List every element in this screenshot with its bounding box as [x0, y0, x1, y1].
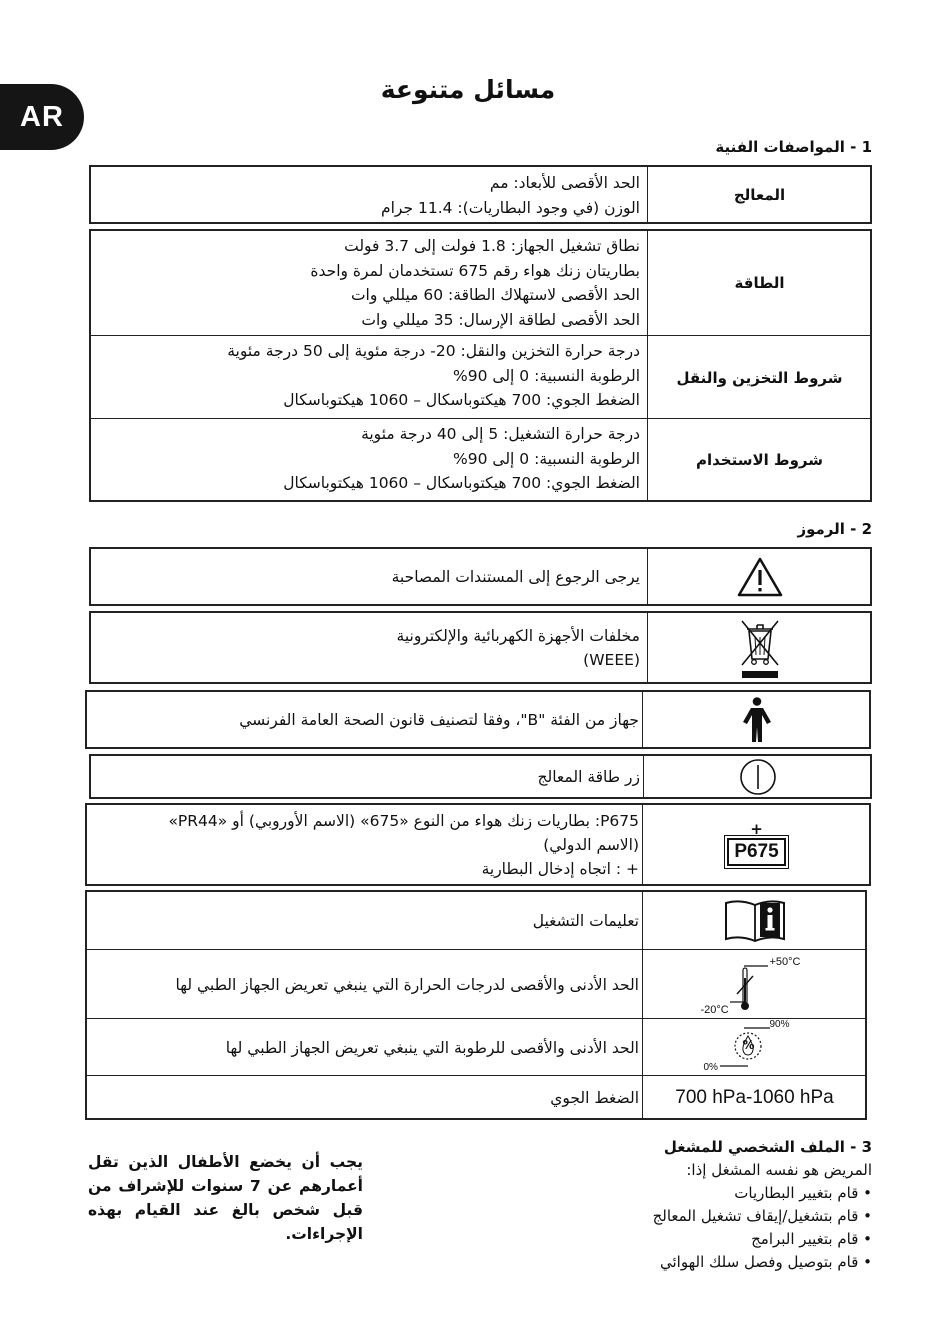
symbol-description: الحد الأدنى والأقصى للرطوبة التي ينبغي تعريض الجهاز الطبي لها [225, 1038, 639, 1057]
list-item: • قام بتغيير البرامج [653, 1228, 872, 1251]
symbol-description: مخلفات الأجهزة الكهربائية والإلكترونية [396, 626, 640, 645]
symbol-description: زر طاقة المعالج [537, 767, 640, 786]
symbol-table-lower [85, 890, 867, 1120]
spec-label-use: شروط الاستخدام [696, 451, 824, 469]
symbol-row-weee [89, 611, 872, 684]
weee-crossed-bin-icon [649, 613, 870, 682]
spec-line: درجة حرارة التخزين والنقل: 20- درجة مئوية إلى 50 درجة مئوية [227, 342, 640, 360]
power-button-icon [645, 756, 870, 797]
symbol-description: P675: بطاريات زنك هواء من النوع «675» (الاسم الأوروبي) أو «PR44» [168, 811, 639, 830]
spec-line: الحد الأقصى لاستهلاك الطاقة: 60 ميللي وات [350, 286, 640, 304]
pressure-range-text: 700 hPa-1060 hPa [675, 1086, 834, 1108]
type-b-person-icon [644, 692, 869, 747]
humidity-limits-icon: % 90% 0% [703, 1018, 790, 1073]
spec-line: الضغط الجوي: 700 هيكتوباسكال – 1060 هيكتوباسكال [283, 474, 640, 492]
symbol-description: تعليمات التشغيل [532, 911, 639, 930]
symbol-description: (الاسم الدولي) [543, 835, 639, 854]
symbol-description: يرجى الرجوع إلى المستندات المصاحبة [391, 567, 640, 586]
spec-label-processor: المعالج [733, 185, 786, 204]
page-title: مسائل متنوعة [380, 75, 556, 104]
list-item: • قام بتشغيل/إيقاف تشغيل المعالج [653, 1205, 872, 1228]
spec-label-power: الطاقة [734, 274, 785, 292]
spec-section-heading: 1 - المواصفات الفنية [715, 138, 872, 156]
symbol-row-warning [89, 547, 872, 606]
children-warning: يجب أن يخضع الأطفال الذين تقل أعمارهم عن 7 سنوات للإشراف من قبل شخص بالغ عند القيام بهذه الإجراءات. [88, 1153, 363, 1243]
spec-line: الحد الأقصى لطاقة الإرسال: 35 ميللي وات [361, 310, 640, 329]
spec-table-processor [89, 165, 872, 224]
spec-line: الرطوبة النسبية: 0 إلى 90% [453, 366, 640, 385]
symbol-description: + : اتجاه إدخال البطارية [481, 859, 639, 878]
spec-table-main [89, 229, 872, 502]
instructions-book-icon [644, 892, 865, 949]
symbol-row-power [89, 754, 872, 799]
profile-intro: المريض هو نفسه المشغل إذا: [686, 1161, 872, 1179]
symbol-description: جهاز من الفئة "B"، وفقا لتصنيف قانون الصحة العامة الفرنسي [239, 710, 639, 729]
spec-line: الضغط الجوي: 700 هيكتوباسكال – 1060 هيكتوباسكال [283, 391, 640, 409]
symbol-row-type-b [85, 690, 871, 749]
symbol-row-battery [85, 803, 871, 886]
list-item: • قام بتغيير البطاريات [653, 1182, 872, 1205]
spec-line: الحد الأقصى للأبعاد: مم [489, 174, 640, 192]
battery-p675-icon: + P675 [644, 805, 869, 884]
spec-line: الرطوبة النسبية: 0 إلى 90% [453, 449, 640, 468]
spec-line: بطاريتان زنك هواء رقم 675 تستخدمان لمرة واحدة [310, 261, 640, 280]
symbol-description: (WEEE) [583, 650, 640, 669]
spec-line: درجة حرارة التشغيل: 5 إلى 40 درجة مئوية [361, 425, 640, 443]
symbol-description: الضغط الجوي [550, 1088, 639, 1107]
symbol-description: الحد الأدنى والأقصى لدرجات الحرارة التي ينبغي تعريض الجهاز الطبي لها [175, 975, 639, 994]
symbols-section-heading: 2 - الرموز [797, 520, 872, 538]
profile-section-heading: 3 - الملف الشخصي للمشغل [663, 1138, 872, 1156]
operator-profile [653, 1136, 872, 1274]
language-tab: AR [0, 84, 84, 150]
spec-line: نطاق تشغيل الجهاز: 1.8 فولت إلى 3.7 فولت [344, 237, 640, 255]
temperature-limits-icon: +50°C -20°C [700, 955, 801, 1016]
warning-triangle-icon [649, 549, 870, 604]
list-item: • قام بتوصيل وفصل سلك الهوائي [653, 1251, 872, 1274]
spec-line: الوزن (في وجود البطاريات): 11.4 جرام [381, 198, 640, 217]
spec-label-storage: شروط التخزين والنقل [676, 368, 843, 387]
